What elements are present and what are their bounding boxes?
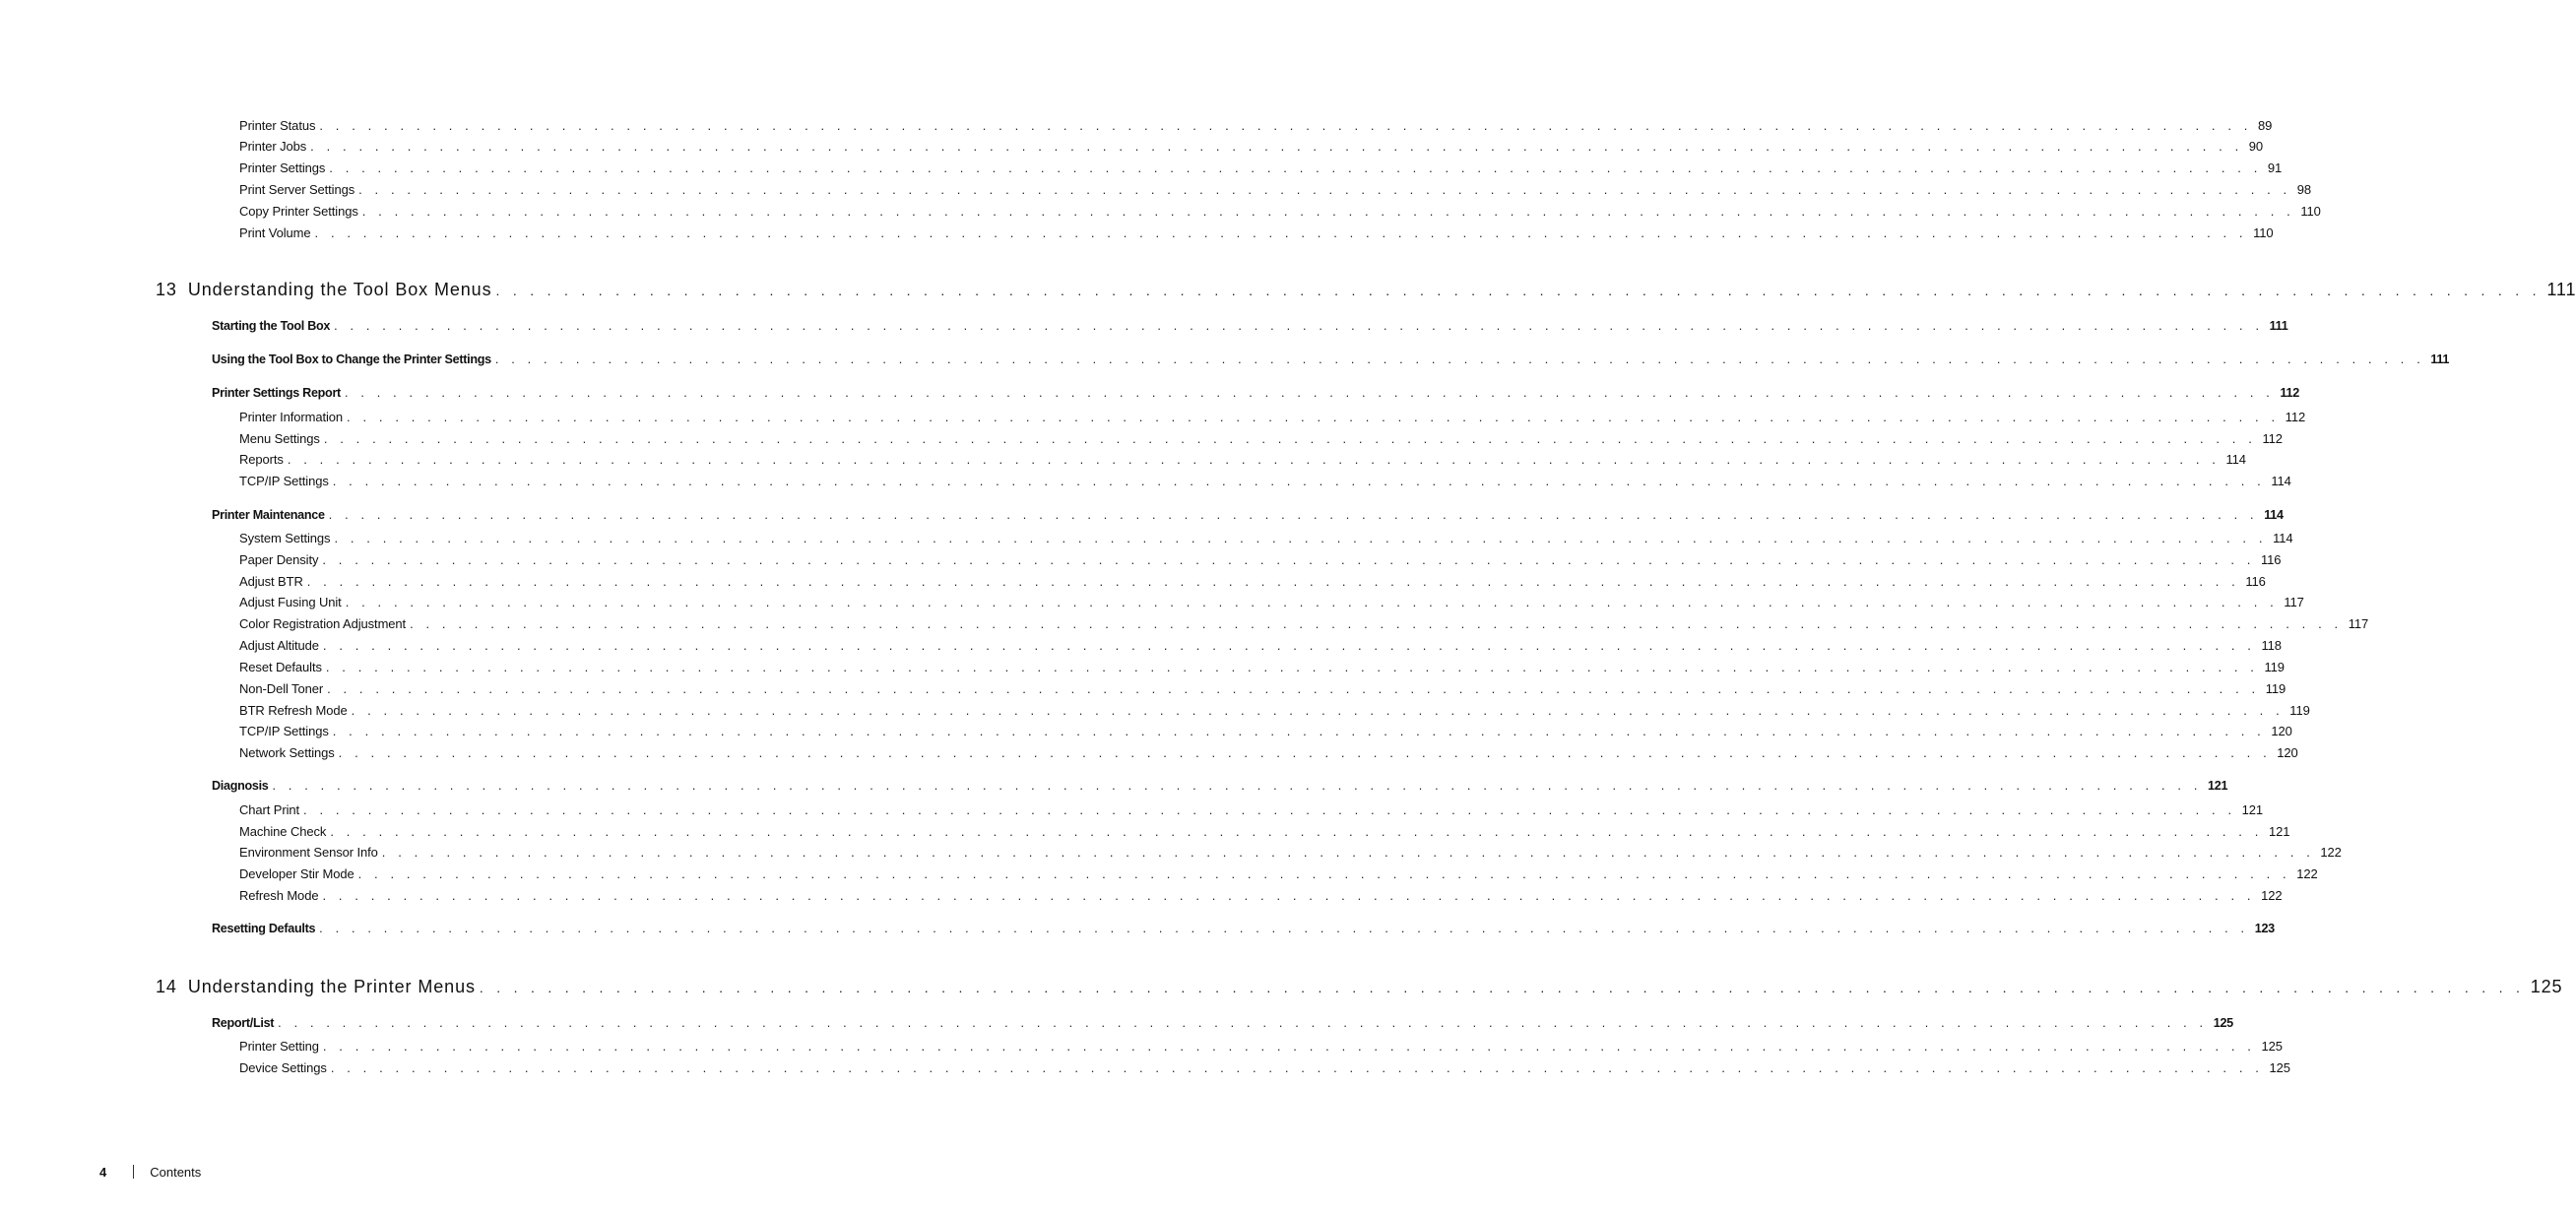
toc-page-number: 114 [2273,531,2293,545]
toc-entry-title: Diagnosis [212,779,269,793]
toc-entry-title: Device Settings [239,1060,327,1075]
toc-entry-title: Copy Printer Settings [239,204,358,219]
toc-dot-leader: . . . . . . . . . . . . . . . . . . . . . . . . . . . . . . . . . . . . . . . . . . . . . . . . . . . . . . . . . . . . . . . . . . . . . . . . . . . . . . . . . . . . . . . . . . . . . . . . . . . . . . . . . . . . . . . . . . . . . . . . [278,1016,2208,1030]
toc-entry-title: Printer Maintenance [212,508,325,522]
toc-page-number: 120 [2271,724,2292,738]
toc-entry-title: Network Settings [239,745,335,760]
toc-subsection-entry[interactable] [239,866,2318,881]
toc-dot-leader: . . . . . . . . . . . . . . . . . . . . . . . . . . . . . . . . . . . . . . . . . . . . . . . . . . . . . . . . . . . . . . . . . . . . . . . . . . . . . . . . . . . . . . . . . . . . . . . . . . . . . . . . . . . . . . . . . . . . . . . . [306,574,2240,589]
toc-entry-title: Adjust Fusing Unit [239,595,342,609]
toc-subsection-entry[interactable] [239,139,2264,154]
toc-page-number: 112 [2285,410,2306,424]
toc-subsection-entry[interactable] [239,845,2342,860]
toc-entry-title: Paper Density [239,552,319,567]
toc-page-number: 114 [2271,474,2291,488]
toc-entry-title: Machine Check [239,824,327,839]
toc-entry-title: Environment Sensor Info [239,845,378,860]
toc-subsection-entry[interactable] [239,802,2264,817]
toc-dot-leader: . . . . . . . . . . . . . . . . . . . . . . . . . . . . . . . . . . . . . . . . . . . . . . . . . . . . . . . . . . . . . . . . . . . . . . . . . . . . . . . . . . . . . . . . . . . . . . . . . . . . . . . . . . . . . . . . . . . . . . . . [410,616,2343,631]
footer-section-label: Contents [150,1164,202,1180]
toc-page-number: 112 [2262,431,2283,446]
toc-entry-title: TCP/IP Settings [239,724,329,738]
toc-page-number: 122 [2320,845,2342,860]
toc-page-number: 117 [2284,595,2304,609]
toc-dot-leader: . . . . . . . . . . . . . . . . . . . . . . . . . . . . . . . . . . . . . . . . . . . . . . . . . . . . . . . . . . . . . . . . . . . . . . . . . . . . . . . . . . . . . . . . . . . . . . . . . . . . . . . . . . . . . . . . . . . . . . . . [495,283,2542,298]
toc-entry-title: Non-Dell Toner [239,681,324,696]
toc-page-number: 90 [2248,139,2264,154]
toc-entry-title: Chart Print [239,802,300,817]
toc-subsection-entry[interactable] [239,638,2282,653]
toc-subsection-entry[interactable] [239,160,2283,175]
toc-entry-title: Report/List [212,1016,275,1030]
toc-dot-leader: . . . . . . . . . . . . . . . . . . . . . . . . . . . . . . . . . . . . . . . . . . . . . . . . . . . . . . . . . . . . . . . . . . . . . . . . . . . . . . . . . . . . . . . . . . . . . . . . . . . . . . . . . . . . . . . . . . . . . . . . [319,922,2249,935]
toc-page-number: 120 [2277,745,2298,760]
toc-chapter-number: 14 [156,977,177,996]
toc-entry-title: Print Volume [239,225,311,240]
toc-entry-title: Understanding the Printer Menus [187,977,476,996]
toc-page-number: 125 [2269,1060,2290,1075]
toc-page-number: 119 [2289,703,2310,718]
toc-dot-leader: . . . . . . . . . . . . . . . . . . . . . . . . . . . . . . . . . . . . . . . . . . . . . . . . . . . . . . . . . . . . . . . . . . . . . . . . . . . . . . . . . . . . . . . . . . . . . . . . . . . . . . . . . . . . . . . . . . . . . . . . [344,386,2275,400]
toc-subsection-entry[interactable] [239,616,2369,631]
toc-dot-leader: . . . . . . . . . . . . . . . . . . . . . . . . . . . . . . . . . . . . . . . . . . . . . . . . . . . . . . . . . . . . . . . . . . . . . . . . . . . . . . . . . . . . . . . . . . . . . . . . . . . . . . . . . . . . . . . . . . . . . . . . [347,410,2280,424]
toc-dot-leader: . . . . . . . . . . . . . . . . . . . . . . . . . . . . . . . . . . . . . . . . . . . . . . . . . . . . . . . . . . . . . . . . . . . . . . . . . . . . . . . . . . . . . . . . . . . . . . . . . . . . . . . . . . . . . . . . . . . . . . . . [330,1060,2264,1075]
toc-dot-leader: . . . . . . . . . . . . . . . . . . . . . . . . . . . . . . . . . . . . . . . . . . . . . . . . . . . . . . . . . . . . . . . . . . . . . . . . . . . . . . . . . . . . . . . . . . . . . . . . . . . . . . . . . . . . . . . . . . . . . . . . [310,139,2243,154]
toc-subsection-entry[interactable] [239,595,2304,609]
page-footer [99,1162,201,1182]
toc-page-number: 111 [2430,352,2450,366]
toc-dot-leader: . . . . . . . . . . . . . . . . . . . . . . . . . . . . . . . . . . . . . . . . . . . . . . . . . . . . . . . . . . . . . . . . . . . . . . . . . . . . . . . . . . . . . . . . . . . . . . . . . . . . . . . . . . . . . . . . . . . . . . . . [332,474,2266,488]
toc-subsection-entry[interactable] [239,1060,2290,1075]
toc-entry-title: System Settings [239,531,331,545]
toc-page-number: 125 [2530,977,2563,996]
toc-dot-leader: . . . . . . . . . . . . . . . . . . . . . . . . . . . . . . . . . . . . . . . . . . . . . . . . . . . . . . . . . . . . . . . . . . . . . . . . . . . . . . . . . . . . . . . . . . . . . . . . . . . . . . . . . . . . . . . . . . . . . . . . [287,452,2221,467]
toc-page-number: 118 [2261,638,2282,653]
footer-divider [133,1165,134,1179]
toc-dot-leader: . . . . . . . . . . . . . . . . . . . . . . . . . . . . . . . . . . . . . . . . . . . . . . . . . . . . . . . . . . . . . . . . . . . . . . . . . . . . . . . . . . . . . . . . . . . . . . . . . . . . . . . . . . . . . . . . . . . . . . . . [381,845,2315,860]
toc-entry-title: Developer Stir Mode [239,866,354,881]
toc-page-number: 122 [2296,866,2318,881]
toc-subsection-entry[interactable] [239,824,2290,839]
toc-entry-title: BTR Refresh Mode [239,703,348,718]
toc-page-number: 110 [2253,225,2274,240]
toc-entry-title: Printer Settings Report [212,386,341,400]
toc-dot-leader: . . . . . . . . . . . . . . . . . . . . . . . . . . . . . . . . . . . . . . . . . . . . . . . . . . . . . . . . . . . . . . . . . . . . . . . . . . . . . . . . . . . . . . . . . . . . . . . . . . . . . . . . . . . . . . . . . . . . . . . . [323,431,2257,446]
toc-subsection-entry[interactable] [239,888,2283,903]
toc-page-number: 116 [2260,552,2282,567]
toc-subsection-entry[interactable] [239,431,2283,446]
toc-entry-title: Starting the Tool Box [212,319,331,333]
footer-page-number: 4 [99,1164,107,1180]
toc-page-number: 89 [2257,118,2273,133]
toc-entry-title: Adjust Altitude [239,638,319,653]
toc-subsection-entry[interactable] [239,452,2246,467]
toc-subsection-entry[interactable] [239,574,2266,589]
toc-dot-leader: . . . . . . . . . . . . . . . . . . . . . . . . . . . . . . . . . . . . . . . . . . . . . . . . . . . . . . . . . . . . . . . . . . . . . . . . . . . . . . . . . . . . . . . . . . . . . . . . . . . . . . . . . . . . . . . . . . . . . . . . [494,352,2425,366]
toc-page-number: 123 [2254,922,2275,935]
toc-subsection-entry[interactable] [239,660,2285,674]
toc-subsection-entry[interactable] [239,531,2293,545]
toc-dot-leader: . . . . . . . . . . . . . . . . . . . . . . . . . . . . . . . . . . . . . . . . . . . . . . . . . . . . . . . . . . . . . . . . . . . . . . . . . . . . . . . . . . . . . . . . . . . . . . . . . . . . . . . . . . . . . . . . . . . . . . . . [334,319,2264,333]
toc-section-entry[interactable] [212,779,2228,793]
toc-page-number: 111 [2269,319,2288,333]
toc-section-entry[interactable] [212,386,2299,400]
toc-entry-title: Refresh Mode [239,888,319,903]
toc-subsection-entry[interactable] [239,118,2273,133]
toc-page-number: 111 [2546,280,2576,299]
toc-dot-leader: . . . . . . . . . . . . . . . . . . . . . . . . . . . . . . . . . . . . . . . . . . . . . . . . . . . . . . . . . . . . . . . . . . . . . . . . . . . . . . . . . . . . . . . . . . . . . . . . . . . . . . . . . . . . . . . . . . . . . . . . [303,802,2236,817]
toc-entry-title: Adjust BTR [239,574,303,589]
toc-subsection-entry[interactable] [239,410,2306,424]
toc-page-number: 122 [2261,888,2283,903]
toc-entry-title: Reports [239,452,284,467]
toc-page-number: 116 [2245,574,2266,589]
toc-section-entry[interactable] [212,508,2284,522]
toc-entry-title: Understanding the Tool Box Menus [187,280,492,299]
toc-subsection-entry[interactable] [239,1039,2283,1054]
toc-dot-leader: . . . . . . . . . . . . . . . . . . . . . . . . . . . . . . . . . . . . . . . . . . . . . . . . . . . . . . . . . . . . . . . . . . . . . . . . . . . . . . . . . . . . . . . . . . . . . . . . . . . . . . . . . . . . . . . . . . . . . . . . [328,508,2259,522]
toc-entry-title: Printer Information [239,410,344,424]
toc-subsection-entry[interactable] [239,225,2274,240]
toc-subsection-entry[interactable] [239,745,2298,760]
toc-dot-leader: . . . . . . . . . . . . . . . . . . . . . . . . . . . . . . . . . . . . . . . . . . . . . . . . . . . . . . . . . . . . . . . . . . . . . . . . . . . . . . . . . . . . . . . . . . . . . . . . . . . . . . . . . . . . . . . . . . . . . . . . [361,204,2295,219]
toc-page-number: 125 [2261,1039,2283,1054]
toc-dot-leader: . . . . . . . . . . . . . . . . . . . . . . . . . . . . . . . . . . . . . . . . . . . . . . . . . . . . . . . . . . . . . . . . . . . . . . . . . . . . . . . . . . . . . . . . . . . . . . . . . . . . . . . . . . . . . . . . . . . . . . . . [322,888,2256,903]
toc-entry-title: Using the Tool Box to Change the Printer Settings [212,352,491,366]
toc-entry-title: Resetting Defaults [212,922,316,935]
toc-dot-leader: . . . . . . . . . . . . . . . . . . . . . . . . . . . . . . . . . . . . . . . . . . . . . . . . . . . . . . . . . . . . . . . . . . . . . . . . . . . . . . . . . . . . . . . . . . . . . . . . . . . . . . . . . . . . . . . . . . . . . . . . [319,118,2252,133]
toc-chapter-entry[interactable] [156,280,2576,300]
toc-dot-leader: . . . . . . . . . . . . . . . . . . . . . . . . . . . . . . . . . . . . . . . . . . . . . . . . . . . . . . . . . . . . . . . . . . . . . . . . . . . . . . . . . . . . . . . . . . . . . . . . . . . . . . . . . . . . . . . . . . . . . . . . [327,681,2260,696]
toc-dot-leader: . . . . . . . . . . . . . . . . . . . . . . . . . . . . . . . . . . . . . . . . . . . . . . . . . . . . . . . . . . . . . . . . . . . . . . . . . . . . . . . . . . . . . . . . . . . . . . . . . . . . . . . . . . . . . . . . . . . . . . . . [325,660,2259,674]
toc-page-number: 125 [2213,1016,2233,1030]
toc-dot-leader: . . . . . . . . . . . . . . . . . . . . . . . . . . . . . . . . . . . . . . . . . . . . . . . . . . . . . . . . . . . . . . . . . . . . . . . . . . . . . . . . . . . . . . . . . . . . . . . . . . . . . . . . . . . . . . . . . . . . . . . . [332,724,2266,738]
toc-page-number: 112 [2280,386,2299,400]
toc-dot-leader: . . . . . . . . . . . . . . . . . . . . . . . . . . . . . . . . . . . . . . . . . . . . . . . . . . . . . . . . . . . . . . . . . . . . . . . . . . . . . . . . . . . . . . . . . . . . . . . . . . . . . . . . . . . . . . . . . . . . . . . . [338,745,2272,760]
toc-page-number: 98 [2296,182,2312,197]
toc-page-number: 110 [2300,204,2321,219]
toc-entry-title: Printer Setting [239,1039,319,1054]
toc-dot-leader: . . . . . . . . . . . . . . . . . . . . . . . . . . . . . . . . . . . . . . . . . . . . . . . . . . . . . . . . . . . . . . . . . . . . . . . . . . . . . . . . . . . . . . . . . . . . . . . . . . . . . . . . . . . . . . . . . . . . . . . . [330,824,2263,839]
toc-subsection-entry[interactable] [239,474,2291,488]
toc-section-entry[interactable] [212,1016,2233,1030]
toc-section-entry[interactable] [212,922,2275,935]
toc-page-number: 91 [2267,160,2283,175]
toc-chapter-entry[interactable] [156,977,2563,997]
toc-section-entry[interactable] [212,352,2450,366]
toc-page-number: 121 [2208,779,2228,793]
toc-dot-leader: . . . . . . . . . . . . . . . . . . . . . . . . . . . . . . . . . . . . . . . . . . . . . . . . . . . . . . . . . . . . . . . . . . . . . . . . . . . . . . . . . . . . . . . . . . . . . . . . . . . . . . . . . . . . . . . . . . . . . . . . [314,225,2248,240]
toc-page-number: 121 [2268,824,2290,839]
toc-subsection-entry[interactable] [239,724,2292,738]
toc-dot-leader: . . . . . . . . . . . . . . . . . . . . . . . . . . . . . . . . . . . . . . . . . . . . . . . . . . . . . . . . . . . . . . . . . . . . . . . . . . . . . . . . . . . . . . . . . . . . . . . . . . . . . . . . . . . . . . . . . . . . . . . . [322,1039,2256,1054]
toc-page-number: 117 [2348,616,2369,631]
toc-page-number: 114 [2225,452,2246,467]
toc-entry-title: Print Server Settings [239,182,355,197]
toc-page-number: 114 [2264,508,2284,522]
toc-dot-leader: . . . . . . . . . . . . . . . . . . . . . . . . . . . . . . . . . . . . . . . . . . . . . . . . . . . . . . . . . . . . . . . . . . . . . . . . . . . . . . . . . . . . . . . . . . . . . . . . . . . . . . . . . . . . . . . . . . . . . . . . [479,980,2525,995]
toc-entry-title: Printer Settings [239,160,326,175]
toc-entry-title: Color Registration Adjustment [239,616,407,631]
toc-dot-leader: . . . . . . . . . . . . . . . . . . . . . . . . . . . . . . . . . . . . . . . . . . . . . . . . . . . . . . . . . . . . . . . . . . . . . . . . . . . . . . . . . . . . . . . . . . . . . . . . . . . . . . . . . . . . . . . . . . . . . . . . [345,595,2279,609]
toc-subsection-entry[interactable] [239,703,2310,718]
toc-entry-title: Printer Status [239,118,316,133]
toc-dot-leader: . . . . . . . . . . . . . . . . . . . . . . . . . . . . . . . . . . . . . . . . . . . . . . . . . . . . . . . . . . . . . . . . . . . . . . . . . . . . . . . . . . . . . . . . . . . . . . . . . . . . . . . . . . . . . . . . . . . . . . . . [358,182,2291,197]
toc-dot-leader: . . . . . . . . . . . . . . . . . . . . . . . . . . . . . . . . . . . . . . . . . . . . . . . . . . . . . . . . . . . . . . . . . . . . . . . . . . . . . . . . . . . . . . . . . . . . . . . . . . . . . . . . . . . . . . . . . . . . . . . . [334,531,2268,545]
toc-entry-title: Reset Defaults [239,660,322,674]
toc-page-number: 119 [2265,681,2286,696]
toc-section-entry[interactable] [212,319,2288,333]
toc-entry-title: Printer Jobs [239,139,307,154]
toc-dot-leader: . . . . . . . . . . . . . . . . . . . . . . . . . . . . . . . . . . . . . . . . . . . . . . . . . . . . . . . . . . . . . . . . . . . . . . . . . . . . . . . . . . . . . . . . . . . . . . . . . . . . . . . . . . . . . . . . . . . . . . . . [351,703,2285,718]
toc-dot-leader: . . . . . . . . . . . . . . . . . . . . . . . . . . . . . . . . . . . . . . . . . . . . . . . . . . . . . . . . . . . . . . . . . . . . . . . . . . . . . . . . . . . . . . . . . . . . . . . . . . . . . . . . . . . . . . . . . . . . . . . . [272,779,2203,793]
toc-subsection-entry[interactable] [239,204,2321,219]
toc-page-number: 119 [2264,660,2285,674]
toc-subsection-entry[interactable] [239,182,2312,197]
toc-entry-title: TCP/IP Settings [239,474,329,488]
toc-page-number: 121 [2241,802,2264,817]
toc-dot-leader: . . . . . . . . . . . . . . . . . . . . . . . . . . . . . . . . . . . . . . . . . . . . . . . . . . . . . . . . . . . . . . . . . . . . . . . . . . . . . . . . . . . . . . . . . . . . . . . . . . . . . . . . . . . . . . . . . . . . . . . . [329,160,2262,175]
toc-entry-title: Menu Settings [239,431,320,446]
toc-dot-leader: . . . . . . . . . . . . . . . . . . . . . . . . . . . . . . . . . . . . . . . . . . . . . . . . . . . . . . . . . . . . . . . . . . . . . . . . . . . . . . . . . . . . . . . . . . . . . . . . . . . . . . . . . . . . . . . . . . . . . . . . [322,552,2255,567]
toc-subsection-entry[interactable] [239,681,2286,696]
toc-dot-leader: . . . . . . . . . . . . . . . . . . . . . . . . . . . . . . . . . . . . . . . . . . . . . . . . . . . . . . . . . . . . . . . . . . . . . . . . . . . . . . . . . . . . . . . . . . . . . . . . . . . . . . . . . . . . . . . . . . . . . . . . [322,638,2256,653]
toc-dot-leader: . . . . . . . . . . . . . . . . . . . . . . . . . . . . . . . . . . . . . . . . . . . . . . . . . . . . . . . . . . . . . . . . . . . . . . . . . . . . . . . . . . . . . . . . . . . . . . . . . . . . . . . . . . . . . . . . . . . . . . . . [357,866,2291,881]
toc-subsection-entry[interactable] [239,552,2282,567]
toc-chapter-number: 13 [156,280,177,299]
